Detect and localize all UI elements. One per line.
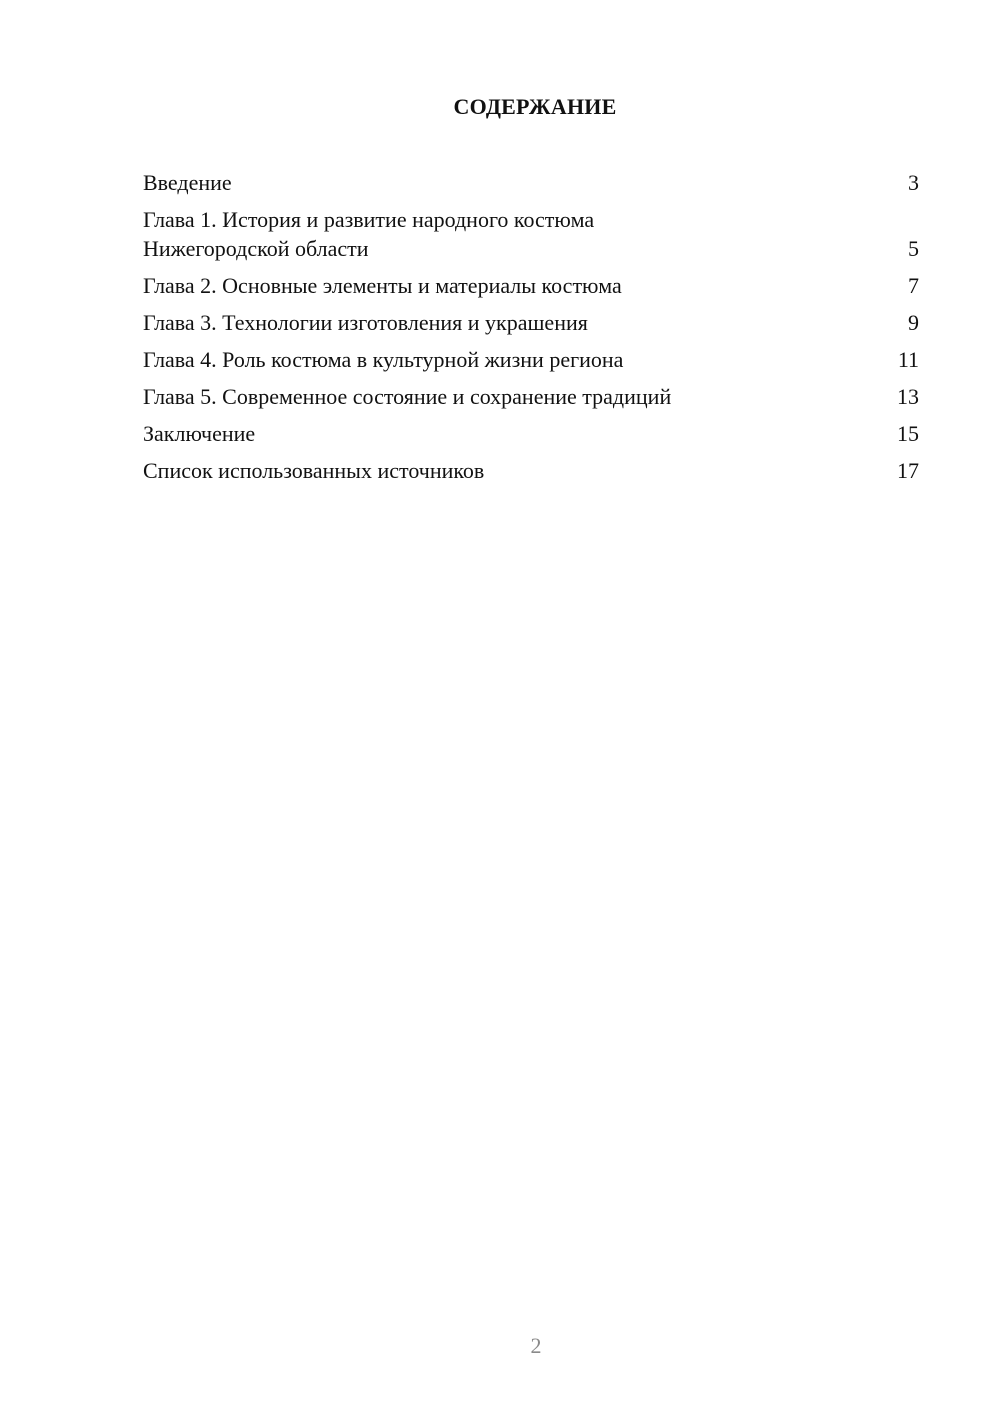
toc-entry-page: 17 <box>897 458 919 483</box>
toc-entry-chapter-2 <box>143 271 919 300</box>
toc-entry-page: 13 <box>897 384 919 409</box>
toc-entry-title: Глава 4. Роль костюма в культурной жизни региона <box>143 347 624 372</box>
toc-entry-chapter-5 <box>143 382 919 411</box>
toc-entry-chapter-4 <box>143 345 919 374</box>
toc-entry-page: 11 <box>897 347 919 372</box>
toc-entry-conclusion <box>143 419 919 448</box>
toc-entry-title: Введение <box>143 170 232 195</box>
toc-entry-title: Глава 1. История и развитие народного костюма Нижегородской области <box>143 207 595 261</box>
toc-entry-references <box>143 456 919 485</box>
toc-entry-title: Глава 2. Основные элементы и материалы костюма <box>143 273 622 298</box>
toc-entry-title: Глава 5. Современное состояние и сохранение традиций <box>143 384 672 409</box>
toc-entry-introduction <box>143 168 919 197</box>
toc-entry-page: 3 <box>908 170 919 195</box>
page-title: СОДЕРЖАНИЕ <box>453 94 617 119</box>
toc-entry-chapter-3 <box>143 308 919 337</box>
toc-entry-page: 15 <box>897 421 919 446</box>
toc-entry-title: Список использованных источников <box>143 458 485 483</box>
toc-entry-title: Заключение <box>143 421 256 446</box>
toc-entry-page: 9 <box>908 310 919 335</box>
toc-entry-page: 5 <box>908 236 919 261</box>
toc-entry-title: Глава 3. Технологии изготовления и украшения <box>143 310 588 335</box>
toc-entry-chapter-1 <box>143 205 919 263</box>
toc-entry-page: 7 <box>908 273 919 298</box>
page-number: 2 <box>530 1333 542 1358</box>
table-of-contents <box>143 168 919 493</box>
